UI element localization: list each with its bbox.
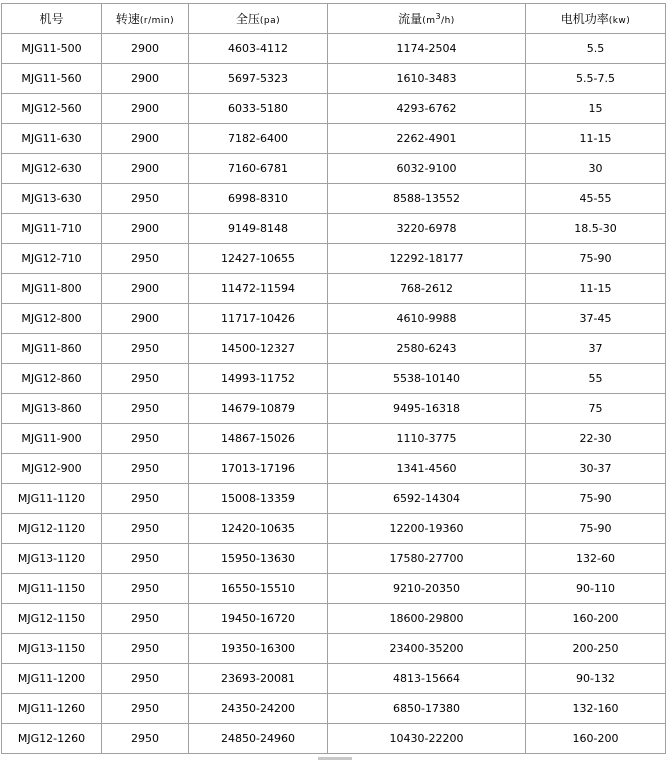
cell-power: 75-90 [526,514,666,544]
cell-pressure: 16550-15510 [189,574,328,604]
cell-pressure: 19450-16720 [189,604,328,634]
cell-speed: 2950 [102,544,189,574]
cell-pressure: 14867-15026 [189,424,328,454]
header-speed-unit: (r/min) [139,16,175,26]
cell-flow: 6850-17380 [328,694,526,724]
cell-pressure: 17013-17196 [189,454,328,484]
cell-flow: 8588-13552 [328,184,526,214]
cell-flow: 4813-15664 [328,664,526,694]
table-row [2,304,666,334]
header-model: 机号 [2,4,102,34]
table-row [2,214,666,244]
table-row [2,424,666,454]
cell-power: 160-200 [526,604,666,634]
cell-flow: 2580-6243 [328,334,526,364]
table-row [2,364,666,394]
cell-power: 11-15 [526,274,666,304]
cell-pressure: 7160-6781 [189,154,328,184]
cell-model: MJG11-1260 [2,694,102,724]
cell-flow: 12200-19360 [328,514,526,544]
cell-pressure: 11472-11594 [189,274,328,304]
cell-flow: 6032-9100 [328,154,526,184]
cell-flow: 18600-29800 [328,604,526,634]
cell-model: MJG11-710 [2,214,102,244]
cell-model: MJG13-860 [2,394,102,424]
cell-flow: 768-2612 [328,274,526,304]
cell-speed: 2950 [102,484,189,514]
cell-power: 132-60 [526,544,666,574]
header-power: 电机功率(kw) [526,4,666,34]
cell-power: 132-160 [526,694,666,724]
cell-power: 37 [526,334,666,364]
cell-power: 5.5 [526,34,666,64]
cell-pressure: 7182-6400 [189,124,328,154]
cell-flow: 1174-2504 [328,34,526,64]
cell-pressure: 24850-24960 [189,724,328,754]
cell-power: 45-55 [526,184,666,214]
cell-speed: 2900 [102,94,189,124]
cell-flow: 4293-6762 [328,94,526,124]
cell-model: MJG12-900 [2,454,102,484]
cell-power: 75-90 [526,244,666,274]
cell-speed: 2950 [102,694,189,724]
cell-flow: 17580-27700 [328,544,526,574]
table-row [2,634,666,664]
cell-model: MJG12-800 [2,304,102,334]
header-flow: 流量(m3/h) [328,4,526,34]
cell-speed: 2900 [102,124,189,154]
table-row [2,454,666,484]
cell-model: MJG13-1120 [2,544,102,574]
cell-power: 75 [526,394,666,424]
cell-pressure: 14993-11752 [189,364,328,394]
header-speed: 转速(r/min) [102,4,189,34]
cell-power: 22-30 [526,424,666,454]
cell-speed: 2900 [102,274,189,304]
header-pressure: 全压(pa) [189,4,328,34]
cell-flow: 12292-18177 [328,244,526,274]
cell-speed: 2950 [102,364,189,394]
cell-flow: 1341-4560 [328,454,526,484]
cell-flow: 2262-4901 [328,124,526,154]
header-flow-unit: (m3/h) [422,12,455,26]
cell-pressure: 23693-20081 [189,664,328,694]
cell-power: 30-37 [526,454,666,484]
cell-model: MJG11-630 [2,124,102,154]
cell-model: MJG11-900 [2,424,102,454]
cell-pressure: 4603-4112 [189,34,328,64]
cell-flow: 5538-10140 [328,364,526,394]
cell-power: 75-90 [526,484,666,514]
cell-model: MJG11-1150 [2,574,102,604]
table-row [2,94,666,124]
cell-power: 90-132 [526,664,666,694]
cell-power: 200-250 [526,634,666,664]
cell-model: MJG11-500 [2,34,102,64]
cell-pressure: 15950-13630 [189,544,328,574]
table-row [2,484,666,514]
table-row [2,334,666,364]
cell-power: 18.5-30 [526,214,666,244]
cell-model: MJG12-560 [2,94,102,124]
cell-power: 160-200 [526,724,666,754]
table-row [2,664,666,694]
header-power-unit: (kw) [608,16,631,26]
cell-pressure: 6033-5180 [189,94,328,124]
cell-speed: 2950 [102,184,189,214]
cell-pressure: 12420-10635 [189,514,328,544]
cell-power: 15 [526,94,666,124]
cell-pressure: 9149-8148 [189,214,328,244]
cell-pressure: 12427-10655 [189,244,328,274]
table-row [2,724,666,754]
cell-flow: 23400-35200 [328,634,526,664]
cell-pressure: 11717-10426 [189,304,328,334]
cell-flow: 3220-6978 [328,214,526,244]
table-row [2,574,666,604]
cell-model: MJG11-800 [2,274,102,304]
cell-model: MJG13-630 [2,184,102,214]
cell-flow: 9210-20350 [328,574,526,604]
cell-model: MJG12-860 [2,364,102,394]
cell-speed: 2950 [102,604,189,634]
cell-model: MJG13-1150 [2,634,102,664]
table-row [2,514,666,544]
table-row [2,274,666,304]
cell-speed: 2950 [102,394,189,424]
cell-pressure: 14679-10879 [189,394,328,424]
cell-speed: 2900 [102,34,189,64]
cell-model: MJG12-1260 [2,724,102,754]
cell-speed: 2950 [102,634,189,664]
cell-model: MJG11-1200 [2,664,102,694]
cell-speed: 2900 [102,214,189,244]
cell-pressure: 19350-16300 [189,634,328,664]
table-row [2,544,666,574]
cell-pressure: 5697-5323 [189,64,328,94]
table-row [2,244,666,274]
cell-model: MJG12-1120 [2,514,102,544]
cell-speed: 2950 [102,724,189,754]
cell-speed: 2950 [102,514,189,544]
table-row [2,604,666,634]
cell-power: 11-15 [526,124,666,154]
table-row [2,34,666,64]
cell-flow: 1610-3483 [328,64,526,94]
cell-speed: 2950 [102,244,189,274]
cell-model: MJG11-860 [2,334,102,364]
cell-pressure: 15008-13359 [189,484,328,514]
cell-model: MJG11-1120 [2,484,102,514]
cell-speed: 2950 [102,334,189,364]
cell-speed: 2900 [102,64,189,94]
cell-power: 30 [526,154,666,184]
cell-pressure: 6998-8310 [189,184,328,214]
cell-flow: 4610-9988 [328,304,526,334]
cell-model: MJG12-710 [2,244,102,274]
cell-pressure: 14500-12327 [189,334,328,364]
table-row [2,154,666,184]
cell-speed: 2950 [102,424,189,454]
cell-power: 90-110 [526,574,666,604]
cell-flow: 9495-16318 [328,394,526,424]
cell-speed: 2950 [102,454,189,484]
table-row [2,184,666,214]
cell-model: MJG12-630 [2,154,102,184]
fan-spec-table [1,3,666,754]
cell-model: MJG11-560 [2,64,102,94]
cell-speed: 2900 [102,154,189,184]
cell-speed: 2950 [102,664,189,694]
cell-model: MJG12-1150 [2,604,102,634]
cell-flow: 6592-14304 [328,484,526,514]
header-row [2,4,666,34]
cell-speed: 2950 [102,574,189,604]
cell-speed: 2900 [102,304,189,334]
cell-power: 55 [526,364,666,394]
table-row [2,64,666,94]
cell-pressure: 24350-24200 [189,694,328,724]
table-row [2,394,666,424]
cell-flow: 10430-22200 [328,724,526,754]
table-row [2,124,666,154]
table-row [2,694,666,724]
cell-flow: 1110-3775 [328,424,526,454]
cell-power: 5.5-7.5 [526,64,666,94]
cell-power: 37-45 [526,304,666,334]
header-pressure-unit: (pa) [259,16,281,26]
